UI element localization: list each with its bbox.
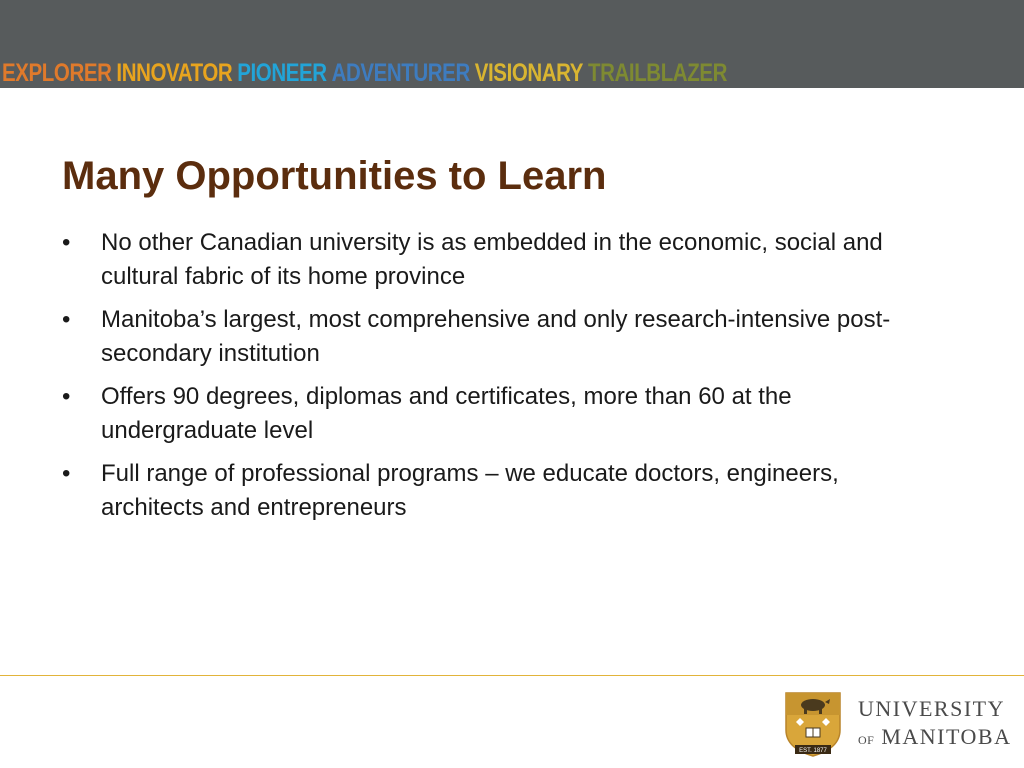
bullet-marker: •	[62, 229, 71, 256]
slide-title: Many Opportunities to Learn	[62, 154, 607, 198]
tagline-word: VISIONARY	[474, 59, 584, 87]
bullet-text: Full range of professional programs – we educate doctors, engineers, architects and entrepreneurs	[101, 460, 839, 521]
header-bar	[0, 0, 1024, 88]
wordmark-university: UNIVERSITY	[858, 696, 1005, 721]
bullet-item	[62, 457, 912, 525]
bullet-text: Offers 90 degrees, diplomas and certificates, more than 60 at the undergraduate level	[101, 383, 792, 444]
bullet-item	[62, 380, 912, 448]
bullet-item	[62, 303, 912, 371]
wordmark-manitoba: MANITOBA	[881, 724, 1012, 749]
crest-banner-text: EST. 1877	[799, 748, 827, 754]
bullet-marker: •	[62, 460, 71, 487]
tagline-word: PIONEER	[237, 59, 327, 87]
wordmark-manitoba-line	[858, 726, 1012, 748]
bullet-list	[62, 226, 912, 534]
footer-divider	[0, 675, 1024, 676]
university-crest-icon	[783, 690, 843, 758]
wordmark-of: OF	[858, 733, 875, 747]
tagline	[2, 58, 732, 88]
bullet-item	[62, 226, 912, 294]
tagline-word: TRAILBLAZER	[588, 59, 727, 87]
bullet-text: No other Canadian university is as embedded in the economic, social and cultural fabric of its home province	[101, 229, 883, 290]
tagline-word: INNOVATOR	[116, 59, 233, 87]
tagline-word: ADVENTURER	[331, 59, 470, 87]
tagline-word: EXPLORER	[2, 59, 112, 87]
bullet-marker: •	[62, 383, 71, 410]
bullet-marker: •	[62, 306, 71, 333]
university-wordmark	[858, 698, 1012, 748]
bullet-text: Manitoba’s largest, most comprehensive and only research-intensive post-secondary institution	[101, 306, 891, 367]
